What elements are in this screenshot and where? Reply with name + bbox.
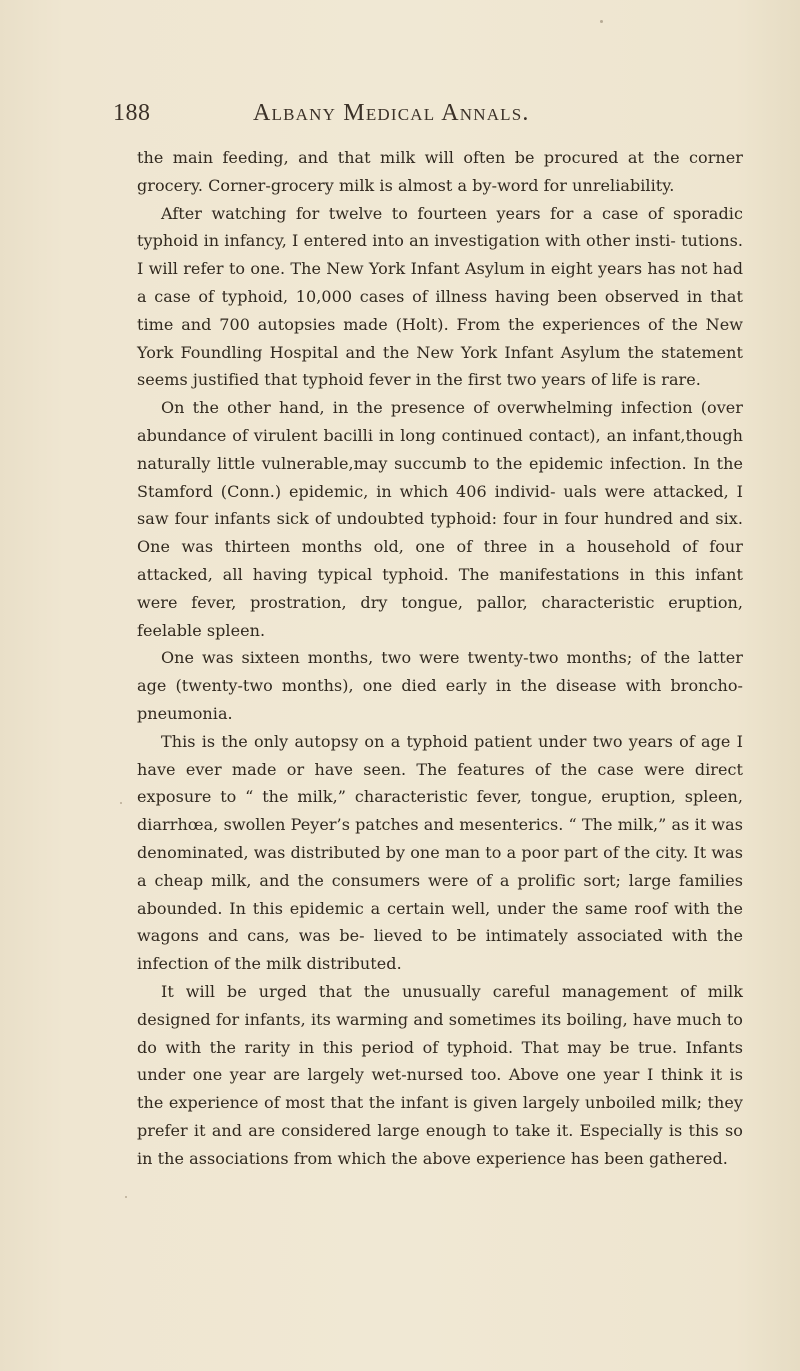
paragraph: One was sixteen months, two were twenty-two months; of the latter age (twenty-two months), one died early in the disease with broncho- pneumonia. bbox=[137, 648, 743, 723]
article-body bbox=[137, 144, 743, 1172]
paragraph: the main feeding, and that milk will often be procured at the corner grocery. Corner-grocery milk is almost a by-word for unreliability. bbox=[137, 148, 743, 195]
paper-speck bbox=[600, 20, 603, 23]
paragraph: After watching for twelve to fourteen years for a case of sporadic typhoid in infancy, I entered into an investigation with other insti- tutions. I will refer to one. The New York Infant Asylum in eight years has not had a case of typhoid, 10,000 cases of illness having been observed in that time and 700 autopsies made (Holt). From the experiences of the New York Foundling Hospital and the New York Infant Asylum the statement seems justified that typhoid fever in the first two years of life is rare. bbox=[137, 203, 743, 390]
paper-speck bbox=[120, 802, 122, 804]
paragraph: It will be urged that the unusually careful management of milk designed for infants, its warming and sometimes its boiling, have much to do with the rarity in this period of typhoid. That may be true. Infants under one year are largely wet-nursed too. Above one year I think it is the experience of most that the infant is given largely unboiled milk; they prefer it and are considered large enough to take it. Especially is this so in the associations from which the above experience has been gathered. bbox=[137, 981, 743, 1168]
paper-speck bbox=[125, 1196, 127, 1198]
running-title: Albany Medical Annals. bbox=[253, 100, 530, 126]
paragraph: This is the only autopsy on a typhoid patient under two years of age I have ever made or have seen. The features of the case were direct exposure to “ the milk,” characteristic fever, tongue, eruption, spleen, diarrhœa, swollen Peyer’s patches and mesenterics. “ The milk,” as it was denominated, was distributed by one man to a poor part of the city. It was a cheap milk, and the consumers were of a prolific sort; large families abounded. In this epidemic a certain well, under the same roof with the wagons and cans, was be- lieved to be intimately associated with the infection of the milk distributed. bbox=[137, 731, 743, 974]
page-number: 188 bbox=[113, 100, 151, 126]
paragraph: On the other hand, in the presence of overwhelming infection (over abundance of virulent bacilli in long continued contact), an infant,though naturally little vulnerable,may succumb to the epidemic infection. In the Stamford (Conn.) epidemic, in which 406 individ- uals were attacked, I saw four infants sick of undoubted typhoid: four in four hundred and six. One was thirteen months old, one of three in a household of four attacked, all having typical typhoid. The manifestations in this infant were fever, prostration, dry tongue, pallor, characteristic eruption, feelable spleen. bbox=[137, 398, 743, 640]
page-header bbox=[113, 100, 753, 136]
